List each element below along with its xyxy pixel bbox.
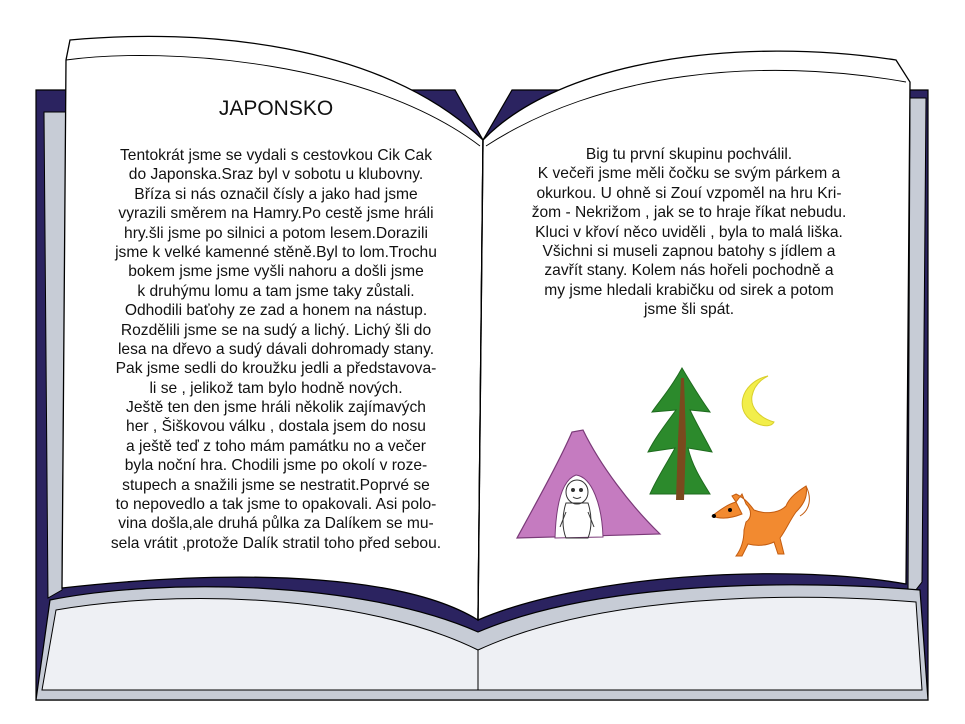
text-line: lesa na dřevo a sudý dávali dohromady stany. [117,340,435,358]
text-line: Kluci v křoví něco uviděli , byla to malá liška. [535,223,843,241]
text-line: zavřít stany. Kolem nás hořeli pochodně a [544,262,834,280]
text-line: vina došla,ale druhá půlka za Dalíkem se mu- [118,515,434,533]
text-line: a ještě teď z toho mám památku no a večer [126,437,426,455]
left-page-text [70,146,482,553]
text-line: Pak jsme sedli do kroužku jedli a představova- [115,360,437,378]
text-line: do Japonska.Sraz byl v sobotu u klubovny. [128,166,424,184]
text-line: stupech a snažili jsme se nestratit.Poprvé se [122,476,430,494]
text-line: okurkou. U ohně si Zouí vzpoměl na hru Kri- [536,184,842,202]
text-line: my jsme hledali krabičku od sirek a potom [544,281,834,299]
page-title: JAPONSKO [218,97,334,120]
text-line: K večeři jsme měli čočku se svým párkem a [537,165,841,183]
right-page-text [494,145,884,320]
text-line: žom - Nekrižom , jak se to hraje říkat nebudu. [531,204,847,222]
text-line: vyrazili směrem na Hamry.Po cestě jsme hráli [118,205,434,223]
text-line: Odhodili baťohy ze zad a honem na nástup. [124,302,428,320]
text-line: to nepovedlo a tak jsme to opakovali. Asi polo- [115,496,437,514]
text-line: Big tu první skupinu pochválil. [585,146,793,163]
text-line: Bříza si nás označil čísly a jako had jsme [134,185,418,203]
text-line: jsme šli spát. [643,301,735,319]
text-line: bokem jsme jsme vyšli nahoru a došli jsme [128,263,424,281]
text-line: sela vrátit ,protože Dalík stratil toho před sebou. [110,534,442,552]
text-line: hry.šli jsme po silnici a potom lesem.Dorazili [124,224,428,242]
text-line: byla noční hra. Chodili jsme po okolí v roze- [124,457,428,475]
text-line: jsme k velké kamenné stěně.Byl to lom.Trochu [115,243,437,261]
text-line: Tentokrát jsme se vydali s cestovkou Cik Cak [120,147,432,164]
text-line: her , Šiškovou válku , dostala jsem do nosu [126,418,426,436]
text-line: Rozdělili jsme se na sudý a lichý. Lichý šli do [120,321,432,339]
text-line: Všichni si museli zapnou batohy s jídlem a [542,242,836,260]
text-line: Ještě ten den jsme hráli několik zajímavých [126,399,426,417]
text-line: li se , jelikož tam bylo hodně nových. [149,379,403,397]
text-line: k druhýmu lomu a tam jsme taky zůstali. [137,282,415,300]
